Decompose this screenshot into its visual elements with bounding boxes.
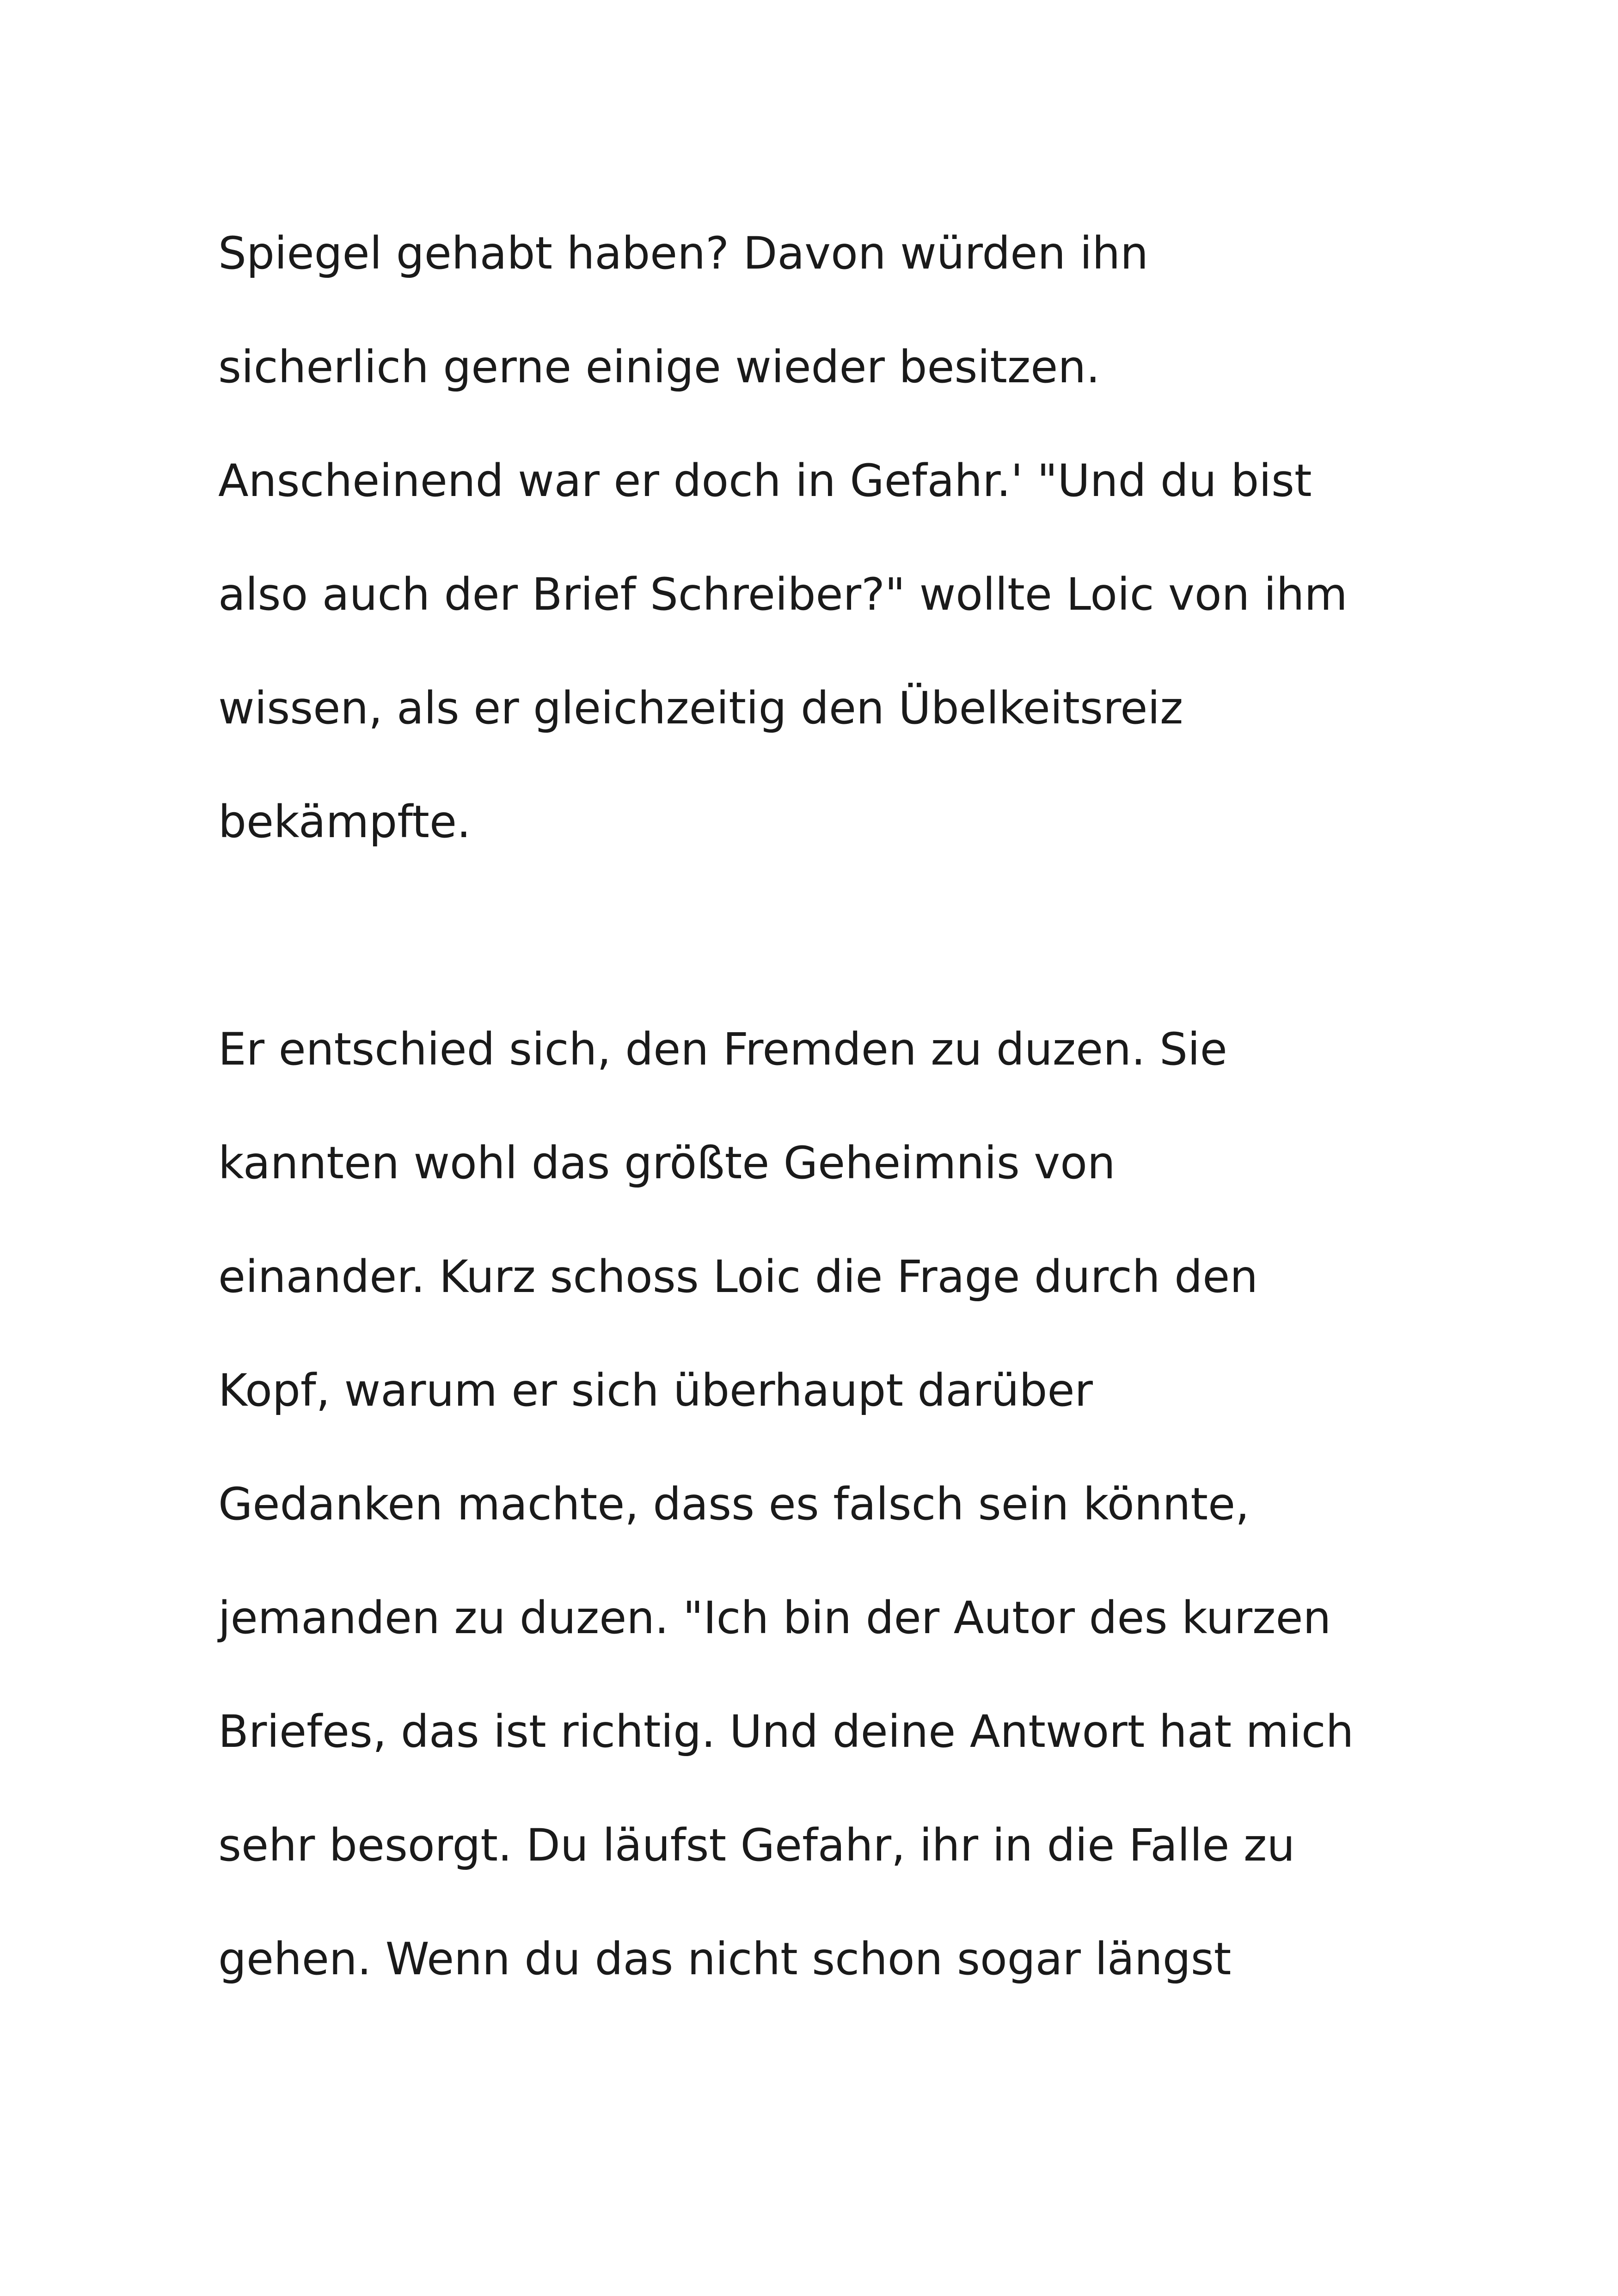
text-line: Briefes, das ist richtig. Und deine Antwort hat mich [218, 1706, 1354, 1757]
text-line: bekämpfte. [218, 796, 471, 848]
text-line: also auch der Brief Schreiber?" wollte Loic von ihm [218, 569, 1348, 620]
text-line: Gedanken machte, dass es falsch sein könnte, [218, 1478, 1250, 1530]
text-line: einander. Kurz schoss Loic die Frage durch den [218, 1251, 1258, 1303]
text-line: sehr besorgt. Du läufst Gefahr, ihr in die Falle zu [218, 1819, 1295, 1871]
text-line: Kopf, warum er sich überhaupt darüber [218, 1365, 1093, 1416]
text-line: gehen. Wenn du das nicht schon sogar längst [218, 1933, 1232, 1985]
text-line: sicherlich gerne einige wieder besitzen. [218, 341, 1100, 393]
text-line: Er entschied sich, den Fremden zu duzen. Sie [218, 1023, 1227, 1075]
text-line: kannten wohl das größte Geheimnis von [218, 1137, 1115, 1189]
text-line: Spiegel gehabt haben? Davon würden ihn [218, 227, 1149, 279]
text-line: wissen, als er gleichzeitig den Übelkeitsreiz [218, 682, 1183, 734]
text-line: Anscheinend war er doch in Gefahr.' "Und du bist [218, 455, 1312, 507]
text-line: jemanden zu duzen. "Ich bin der Autor des kurzen [218, 1592, 1331, 1644]
